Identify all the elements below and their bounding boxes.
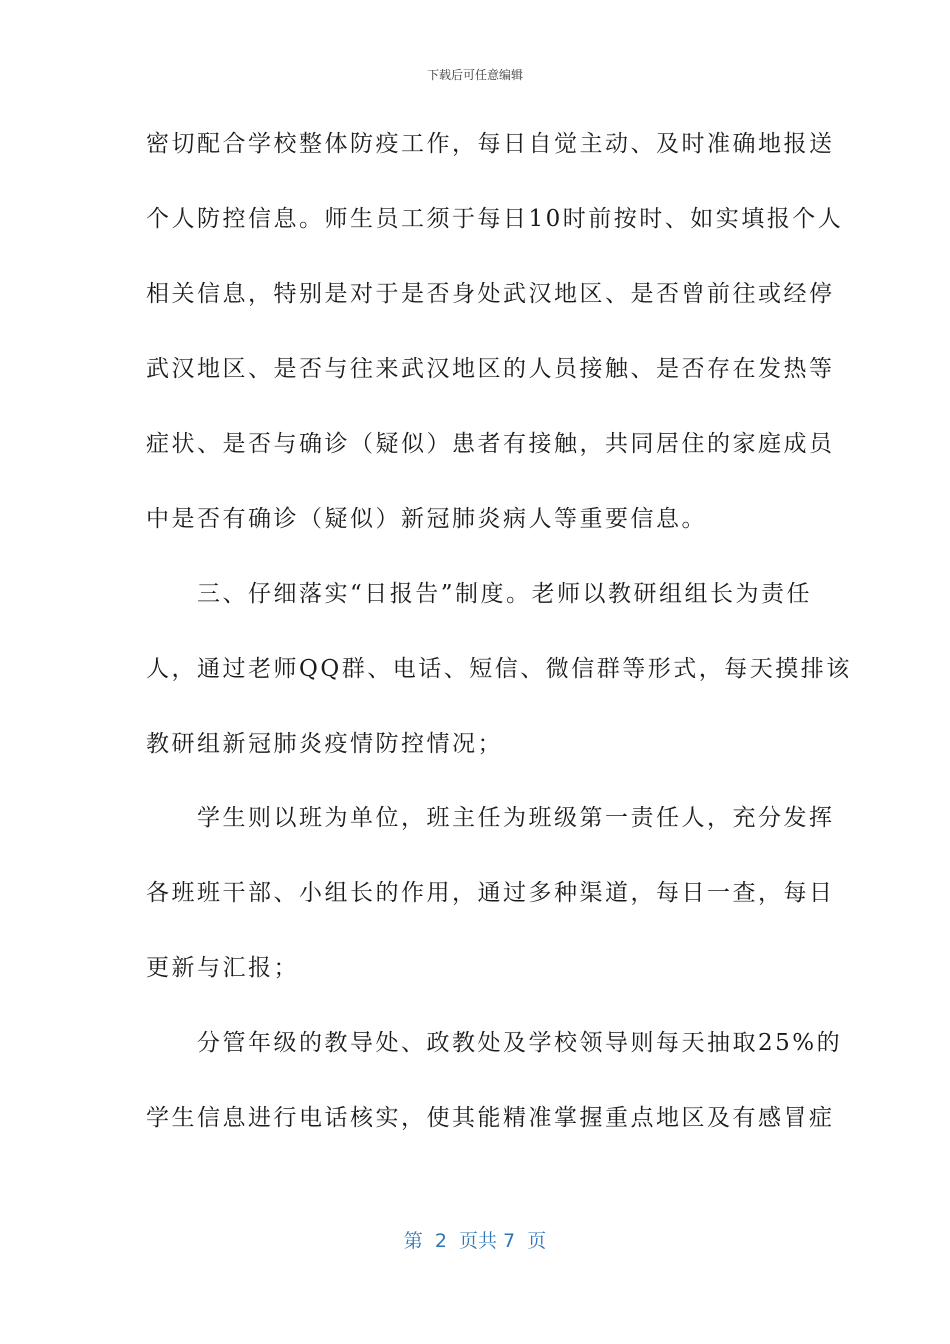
body-text-line: 武汉地区、是否与往来武汉地区的人员接触、是否存在发热等 <box>146 356 835 382</box>
page-number-footer: 第 2 页共 7 页 <box>403 1230 547 1252</box>
body-text-line: 中是否有确诊（疑似）新冠肺炎病人等重要信息。 <box>146 506 707 532</box>
body-text-line: 个人防控信息。师生员工须于每日10时前按时、如实填报个人 <box>146 206 844 232</box>
body-text-line: 学生信息进行电话核实，使其能精准掌握重点地区及有感冒症 <box>146 1105 835 1131</box>
body-text-line: 密切配合学校整体防疫工作，每日自觉主动、及时准确地报送 <box>146 131 835 157</box>
body-text-line: 各班班干部、小组长的作用，通过多种渠道，每日一查，每日 <box>146 880 835 906</box>
body-text-line: 相关信息，特别是对于是否身处武汉地区、是否曾前往或经停 <box>146 281 835 307</box>
body-text-line: 学生则以班为单位，班主任为班级第一责任人，充分发挥 <box>146 805 835 831</box>
body-text-line: 教研组新冠肺炎疫情防控情况； <box>146 731 503 757</box>
body-text-line: 症状、是否与确诊（疑似）患者有接触，共同居住的家庭成员 <box>146 431 835 457</box>
body-text-line: 分管年级的教导处、政教处及学校领导则每天抽取25%的 <box>146 1030 843 1056</box>
body-text-line: 三、仔细落实“日报告”制度。老师以教研组组长为责任 <box>146 581 813 607</box>
page-header: 下载后可任意编辑 <box>426 68 523 82</box>
body-text-line: 更新与汇报； <box>146 955 299 981</box>
body-text-line: 人，通过老师QQ群、电话、短信、微信群等形式，每天摸排该 <box>146 656 852 682</box>
